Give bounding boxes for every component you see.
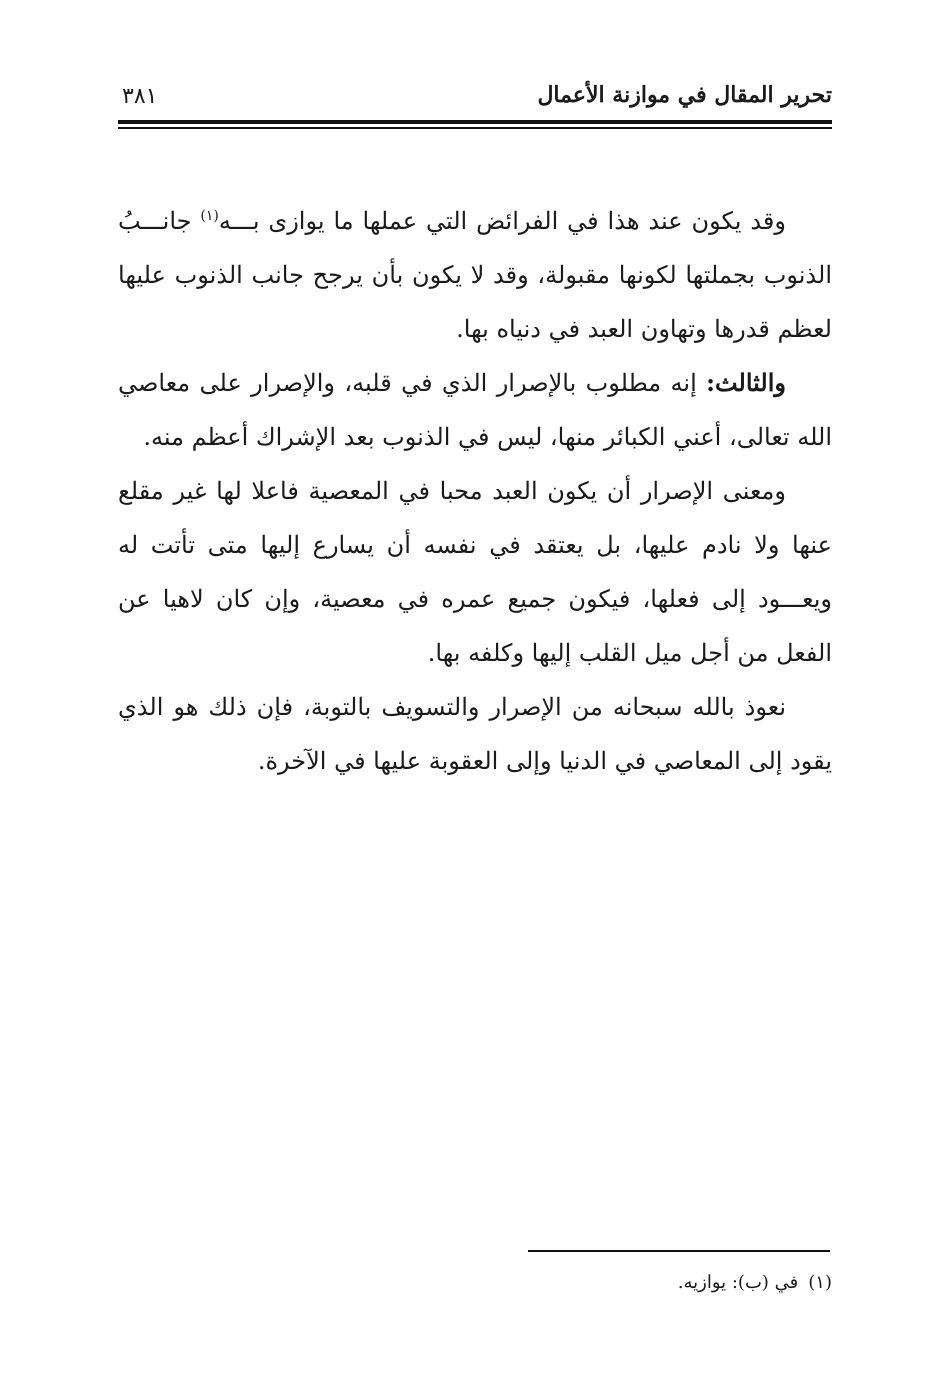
paragraph-2-text: إنه مطلوب بالإصرار الذي في قلبه، والإصرار على معاصي الله تعالى، أعني الكبائر منها، ليس في الذنوب بعد الإشراك أعظم منه. — [118, 369, 832, 451]
paragraph-3 — [118, 464, 832, 680]
running-title: تحرير المقال في موازنة الأعمال — [537, 82, 832, 108]
paragraph-2 — [118, 356, 832, 464]
footnote-text: في (ب): يوازيه. — [677, 1272, 799, 1293]
page-header — [118, 78, 832, 118]
footnote-separator — [528, 1250, 830, 1252]
paragraph-2-lead: والثالث: — [706, 368, 786, 397]
footnote-number: (١) — [808, 1272, 832, 1293]
footnote-reference: (١) — [200, 208, 219, 224]
paragraph-4-text: نعوذ بالله سبحانه من الإصرار والتسويف بالتوبة، فإن ذلك هو الذي يقود إلى المعاصي في الدنيا وإلى العقوبة عليها في الآخرة. — [118, 693, 832, 775]
header-rule-thick — [118, 120, 832, 124]
paragraph-4 — [118, 680, 832, 788]
page-number: ٣٨١ — [122, 84, 158, 109]
paragraph-1-text-b: جانـــبُ الذنوب بجملتها لكونها مقبولة، وقد لا يكون بأن يرجح جانب الذنوب عليها لعظم قدرها وتهاون العبد في دنياه بها. — [118, 207, 832, 343]
main-text — [118, 194, 832, 788]
paragraph-3-text: ومعنى الإصرار أن يكون العبد محبا في المعصية فاعلا لها غير مقلع عنها ولا نادم عليها، بل يعتقد في نفسه أن يسارع إليها متى تأتت له ويعـــود إلى فعلها، فيكون جميع عمره في معصية، وإن كان لاهيا عن الفعل من أجل ميل القلب إليها وكلفه بها. — [118, 477, 832, 667]
header-rule-thin — [118, 127, 832, 129]
footnote — [118, 1268, 832, 1298]
paragraph-1-text-a: وقد يكون عند هذا في الفرائض التي عملها ما يوازى بـــه — [218, 207, 786, 235]
paragraph-1 — [118, 194, 832, 356]
